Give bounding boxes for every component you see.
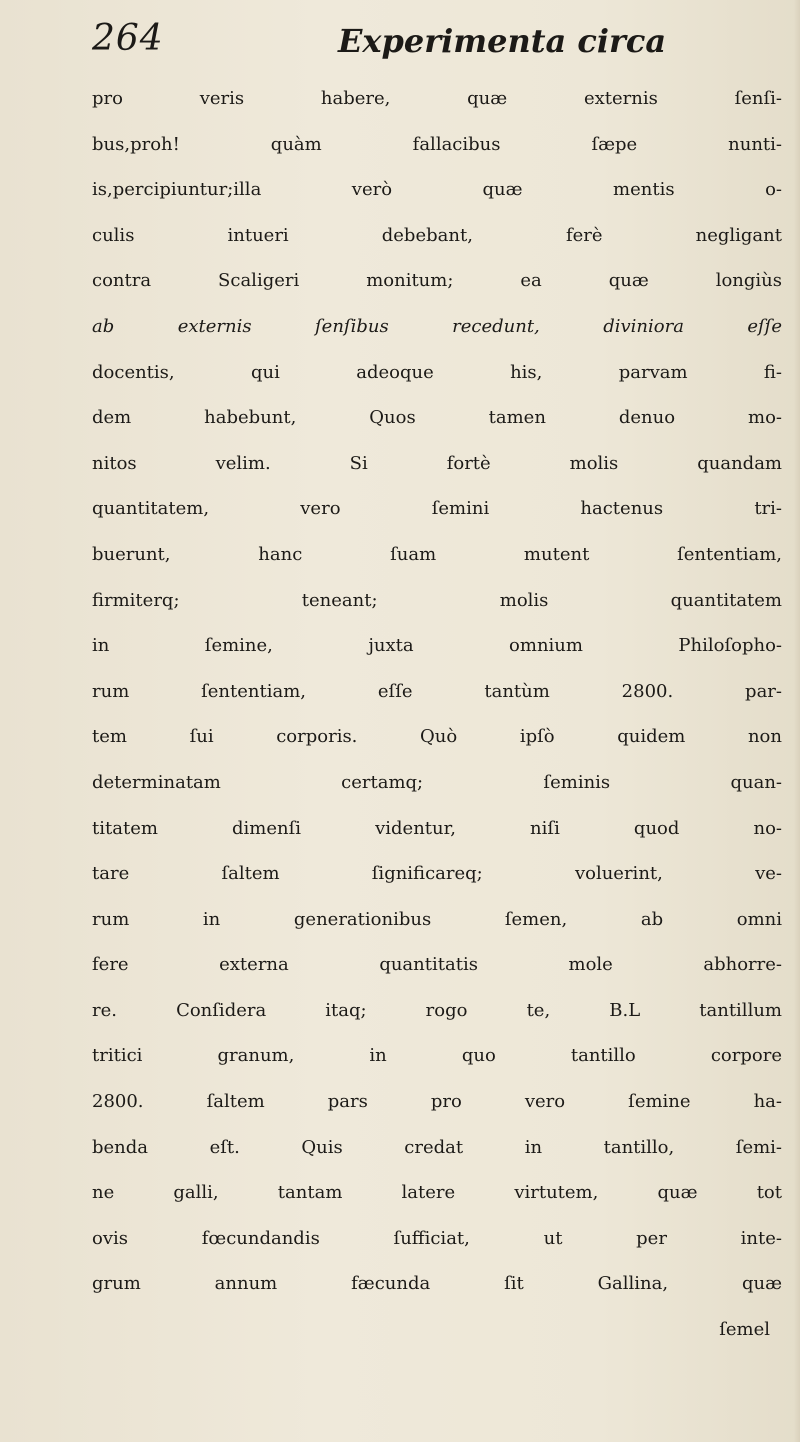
text-line: fere externa quantitatis mole abhorre- xyxy=(92,954,782,976)
page-number: 264 xyxy=(92,18,164,59)
text-line: titatem dimenſi videntur, niſi quod no- xyxy=(92,817,782,839)
text-line: nitos velim. Si fortè molis quandam xyxy=(92,452,782,474)
text-line: firmiterq; teneant; molis quantitatem xyxy=(92,589,782,611)
text-line: benda eſt. Quis credat in tantillo, ſemi- xyxy=(92,1136,782,1158)
text-line: buerunt, hanc ſuam mutent ſententiam, xyxy=(92,543,782,565)
text-line: in ſemine, juxta omnium Philoſopho- xyxy=(92,635,782,657)
text-line: bus,proh! quàm fallacibus ſæpe nunti- xyxy=(92,133,782,155)
text-line: tritici granum, in quo tantillo corpore xyxy=(92,1045,782,1067)
text-line: tem ſui corporis. Quò ipſò quidem non xyxy=(92,726,782,748)
text-line: dem habebunt, Quos tamen denuo mo- xyxy=(92,407,782,429)
text-line: determinatam certamq; ſeminis quan- xyxy=(92,771,782,793)
text-line: ovis fœcundandis ſufficiat, ut per inte- xyxy=(92,1227,782,1249)
running-head: Experimenta circa xyxy=(338,22,667,60)
text-line: ne galli, tantam latere virtutem, quæ tot xyxy=(92,1182,782,1204)
text-line: quantitatem, vero ſemini hactenus tri- xyxy=(92,498,782,520)
catchword: ſemel xyxy=(719,1319,770,1341)
text-line: culis intueri debebant, ferè negligant xyxy=(92,224,782,246)
text-line: grum annum fæcunda ſit Gallina, quæ xyxy=(92,1273,782,1295)
text-line: ab externis ſenſibus recedunt, diviniora eſſe xyxy=(92,315,782,337)
text-line: rum in generationibus ſemen, ab omni xyxy=(92,908,782,930)
page-header xyxy=(92,14,782,70)
text-line: docentis, qui adeoque his, parvam fi- xyxy=(92,361,782,383)
text-line: is,percipiuntur;illa verò quæ mentis o- xyxy=(92,179,782,201)
page-edge xyxy=(794,0,800,1442)
text-line: tare ſaltem ſignificareq; voluerint, ve- xyxy=(92,863,782,885)
body-text xyxy=(92,76,782,1353)
text-line: pro veris habere, quæ externis ſenſi- xyxy=(92,88,782,109)
text-line: rum ſententiam, eſſe tantùm 2800. par- xyxy=(92,680,782,702)
text-line: 2800. ſaltem pars pro vero ſemine ha- xyxy=(92,1091,782,1113)
text-line: contra Scaligeri monitum; ea quæ longiùs xyxy=(92,270,782,292)
text-line: re. Conſidera itaq; rogo te, B.L tantillum xyxy=(92,999,782,1021)
